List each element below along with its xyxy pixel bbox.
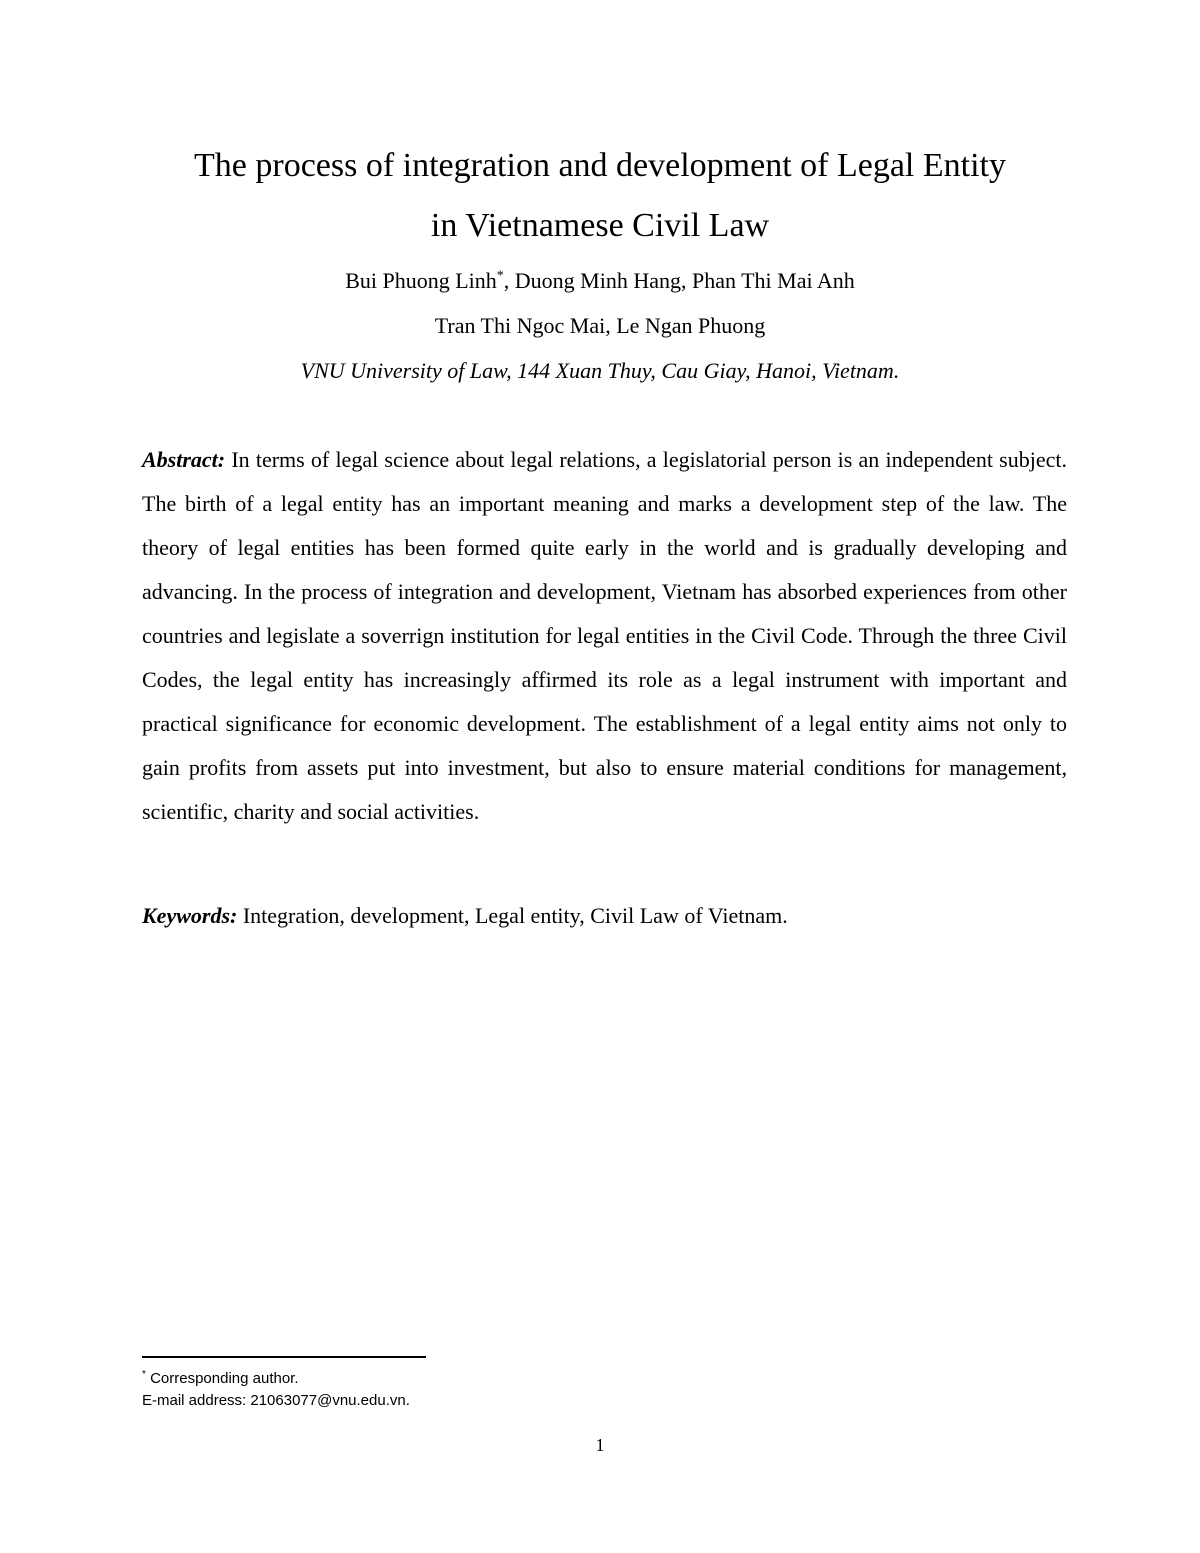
keywords-text: Integration, development, Legal entity, Civil Law of Vietnam. — [242, 903, 788, 928]
author-list-line-1 — [100, 266, 1100, 296]
footnote-email: E-mail address: 21063077@vnu.edu.vn. — [142, 1392, 410, 1409]
footnote-corresponding-author — [142, 1368, 742, 1390]
abstract — [142, 438, 1067, 834]
footnote-divider — [142, 1356, 426, 1358]
abstract-label: Abstract: — [142, 447, 226, 472]
keywords-label: Keywords: — [142, 903, 238, 928]
footnote-mark: * — [142, 1369, 146, 1380]
affiliation: VNU University of Law, 144 Xuan Thuy, Cau Giay, Hanoi, Vietnam. — [300, 358, 900, 383]
corresponding-author: Bui Phuong Linh — [345, 268, 497, 293]
keywords — [142, 894, 1067, 938]
corresponding-author-mark: * — [496, 268, 504, 284]
footnote-text: Corresponding author. — [150, 1370, 299, 1387]
abstract-text: In terms of legal science about legal relations, a legislatorial person is an independent subject. The birth of a legal entity has an important meaning and marks a development step of the law. The theory of legal entities has been formed quite early in the world and is gradually developing and advancing. In the process of integration and development, Vietnam has absorbed experiences from other countries and legislate a soverrign institution for legal entities in the Civil Code. Through the three Civil Codes, the legal entity has increasingly affirmed its role as a legal instrument with important and practical significance for economic development. The establishment of a legal entity aims not only to gain profits from assets put into investment, but also to ensure material conditions for management, scientific, charity and social activities. — [142, 447, 1068, 824]
paper-title-line-1: The process of integration and development of Legal Entity — [194, 147, 1006, 184]
page-number: 1 — [595, 1435, 605, 1455]
author-list-line-2: Tran Thi Ngoc Mai, Le Ngan Phuong — [434, 313, 766, 338]
co-authors: , Duong Minh Hang, Phan Thi Mai Anh — [503, 268, 855, 293]
paper-title-line-2: in Vietnamese Civil Law — [430, 207, 770, 244]
